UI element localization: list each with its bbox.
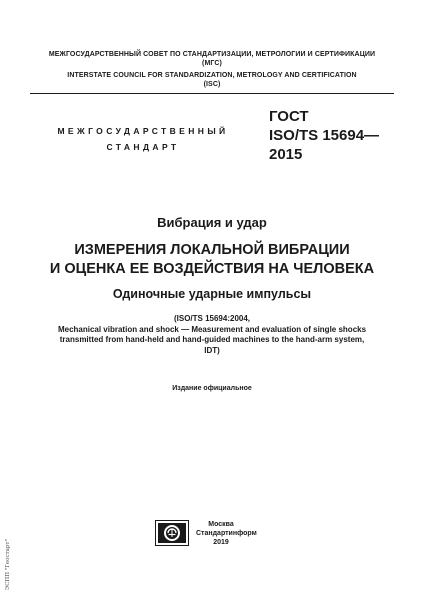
gost-label: ГОСТ — [269, 108, 309, 125]
title-subtitle: Одиночные ударные импульсы — [112, 287, 312, 301]
iso-reference — [30, 314, 394, 356]
publisher-name: Стандартинформ — [196, 530, 257, 537]
iso-reference-line2: Mechanical vibration and shock — Measurement and evaluation of single shocks — [57, 324, 367, 334]
publisher-info — [196, 520, 257, 547]
header-divider — [30, 93, 394, 94]
iso-reference-line3: transmitted from hand-held and hand-guided machines to the hand-arm system, — [59, 335, 365, 344]
council-ru-name: МЕЖГОСУДАРСТВЕННЫЙ СОВЕТ ПО СТАНДАРТИЗАЦИИ, МЕТРОЛОГИИ И СЕРТИФИКАЦИИ — [48, 51, 376, 58]
iso-reference-line1: (ISO/TS 15694:2004, — [173, 314, 251, 323]
standartinform-logo-icon — [155, 520, 189, 546]
council-ru-abbr: (МГС) — [202, 60, 222, 67]
iso-reference-line4: IDT) — [204, 345, 220, 355]
standard-kind-line2: СТАНДАРТ — [106, 142, 180, 152]
publisher-city: Москва — [208, 521, 234, 528]
gost-designation — [269, 107, 379, 164]
title-topic: Вибрация и удар — [157, 215, 267, 230]
standard-kind — [50, 123, 236, 155]
title-main-line1: ИЗМЕРЕНИЯ ЛОКАЛЬНОЙ ВИБРАЦИИ — [74, 242, 350, 258]
title-main-line2: И ОЦЕНКА ЕЕ ВОЗДЕЙСТВИЯ НА ЧЕЛОВЕКА — [49, 261, 375, 277]
gost-year: 2015 — [269, 146, 303, 163]
publisher-year: 2019 — [213, 539, 229, 546]
title-main — [20, 241, 404, 279]
council-en-abbr: (ISC) — [203, 81, 221, 88]
watermark-text: ЭСПП "Геостарт" — [5, 539, 11, 590]
edition-label: Издание официальное — [172, 385, 252, 392]
standard-kind-line1: МЕЖГОСУДАРСТВЕННЫЙ — [57, 126, 229, 136]
council-en-name: INTERSTATE COUNCIL FOR STANDARDIZATION, METROLOGY AND CERTIFICATION — [67, 72, 357, 79]
gost-number: ISO/TS 15694— — [269, 127, 380, 144]
